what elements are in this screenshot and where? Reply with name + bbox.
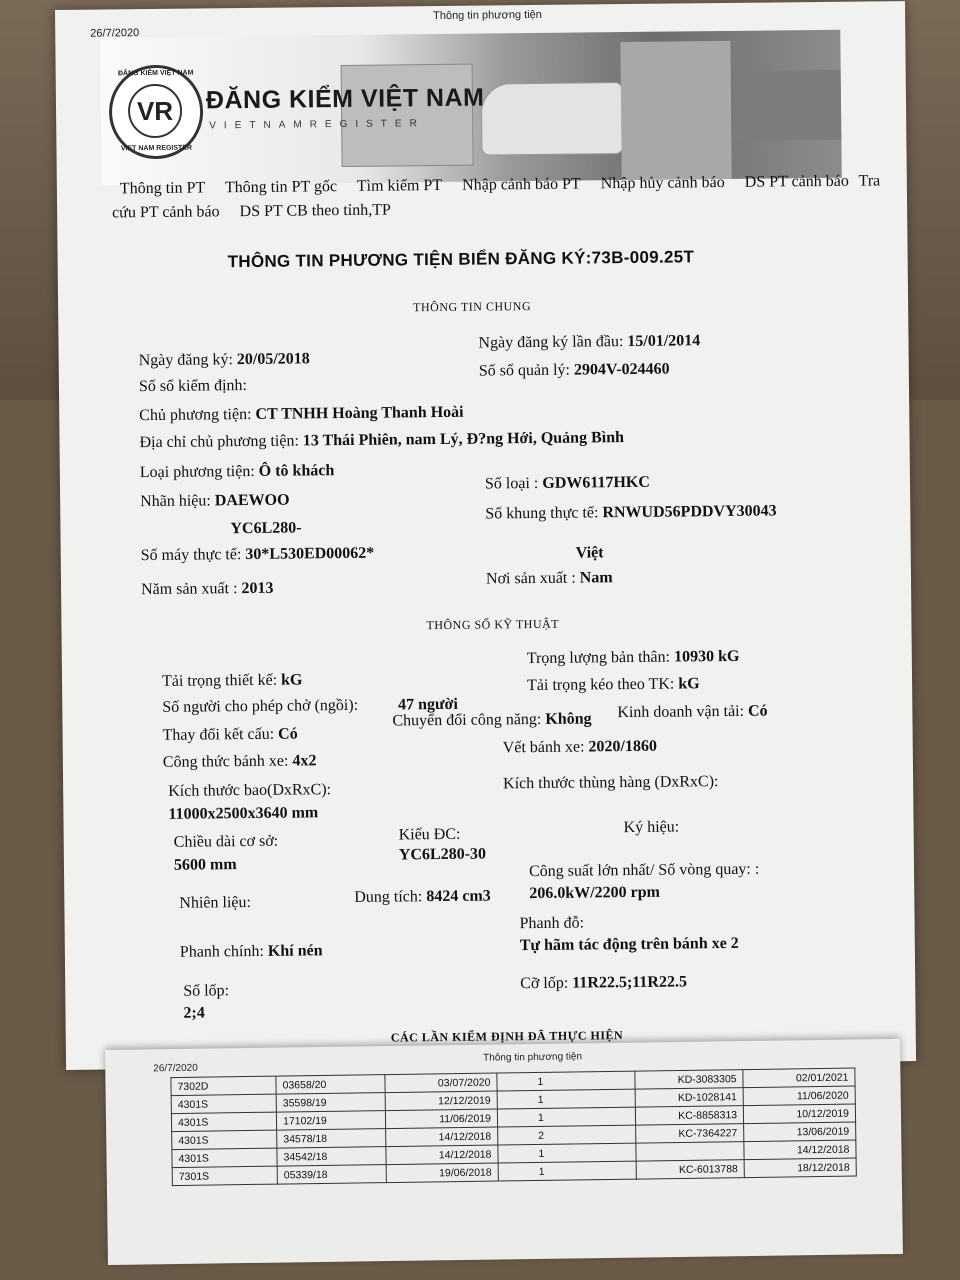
section-history-heading: CÁC LẦN KIỂM ĐỊNH ĐÃ THỰC HIỆN: [390, 1028, 624, 1045]
field-inspection-book: Số sổ kiểm định:: [138, 377, 248, 396]
section-tech-heading: THÔNG SỐ KỸ THUẬT: [426, 616, 560, 633]
nav-item-ds-pt-cb-tinh[interactable]: DS PT CB theo tỉnh,TP: [239, 201, 391, 221]
table-cell: 03/07/2020: [385, 1073, 497, 1093]
field-tow-load: Tải trọng kéo theo TK: kG: [527, 675, 700, 695]
field-track: Vết bánh xe: 2020/1860: [502, 737, 658, 757]
table-cell: 12/12/2019: [385, 1091, 497, 1111]
train-image-icon: [481, 82, 624, 155]
table-cell: 1: [498, 1143, 636, 1163]
field-origin: Nơi sản xuất : Nam: [485, 569, 613, 588]
field-parking-brake-label: Phanh đỗ:: [519, 914, 585, 933]
table-cell: KC-8858313: [635, 1106, 743, 1126]
brand-subtitle: VIETNAMREGISTER: [209, 118, 425, 132]
field-wheel-formula: Công thức bánh xe: 4x2: [162, 752, 317, 771]
field-engine: Số máy thực tế: 30*L530ED00062*: [140, 544, 375, 565]
field-tires-label: Số lốp:: [183, 982, 230, 1000]
table-cell: 34542/18: [277, 1147, 386, 1167]
document-page-2: [105, 1039, 903, 1265]
field-engine-type: YC6L280-30: [398, 845, 487, 864]
nav-item-ds-pt-canh-bao[interactable]: DS PT cảnh báo: [744, 172, 849, 191]
section-general-heading: THÔNG TIN CHUNG: [413, 299, 532, 315]
table-cell: 05339/18: [277, 1165, 386, 1185]
field-design-load: Tải trọng thiết kế: kG: [161, 671, 303, 690]
field-brand: Nhãn hiệu: DAEWOO: [140, 491, 290, 511]
table-cell: KC-7364227: [636, 1124, 744, 1144]
table-cell: 11/06/2020: [743, 1086, 855, 1106]
nav-item-tra-cuu-pt-canh-bao[interactable]: Tra cứu PT cảnh báo: [112, 172, 881, 222]
table-cell: 1: [497, 1089, 635, 1109]
nav-item-nhap-huy-canh-bao[interactable]: Nhập hủy cảnh báo: [600, 173, 725, 193]
field-mgmt-book: Số sổ quản lý: 2904V-024460: [478, 360, 670, 380]
field-model: Số loại : GDW6117HKC: [484, 473, 650, 493]
table-cell: 34578/18: [277, 1129, 386, 1149]
field-fuel: Nhiên liệu:: [179, 893, 251, 912]
table-cell: 4301S: [171, 1094, 276, 1113]
table-cell: 4301S: [172, 1130, 277, 1149]
bus-image-icon: [341, 64, 474, 167]
table-cell: 2: [498, 1125, 636, 1145]
table-cell: 17102/19: [276, 1111, 385, 1131]
table-cell: 7302D: [171, 1076, 276, 1095]
print-page-title: Thông tin phương tiện: [433, 8, 542, 23]
field-tire-size: Cỡ lốp: 11R22.5;11R22.5: [520, 973, 688, 993]
field-vehicle-type: Loại phương tiện: Ô tô khách: [139, 462, 335, 482]
table-cell: 4301S: [172, 1148, 277, 1167]
table-cell: 1: [497, 1107, 635, 1127]
table-cell: 7301S: [172, 1166, 277, 1185]
field-chassis: Số khung thực tế: RNWUD56PDDVY30043: [485, 502, 777, 523]
table-cell: 4301S: [171, 1112, 276, 1131]
table-cell: 02/01/2021: [743, 1068, 855, 1088]
document-page-1: [55, 1, 916, 1070]
print-date: 26/7/2020: [90, 27, 140, 40]
field-cargo-dim: Kích thước thùng hàng (DxRxC):: [503, 773, 719, 793]
field-wheelbase-label: Chiều dài cơ sở:: [173, 832, 279, 851]
field-seats: Số người cho phép chở (ngồi): 47 người: [162, 695, 458, 716]
field-parking-brake: Tự hãm tác động trên bánh xe 2: [519, 934, 739, 955]
field-engine-line1: YC6L280-: [230, 519, 302, 538]
field-transport-business: Kinh doanh vận tải: Có: [617, 702, 768, 722]
field-function-change: Chuyển đổi công năng: Không: [392, 710, 592, 730]
field-first-reg: Ngày đăng ký lần đầu: 15/01/2014: [478, 332, 701, 352]
table-cell: [636, 1142, 744, 1162]
vr-logo-icon: ĐĂNG KIỂM VIỆT NAM VR VIET NAM REGISTER: [109, 64, 204, 159]
field-dimensions-label: Kích thước bao(DxRxC):: [168, 781, 332, 800]
inspectors-image-icon: [620, 41, 731, 180]
table-cell: KD-3083305: [635, 1070, 743, 1090]
field-origin-line1: Việt: [575, 544, 604, 562]
field-owner: Chủ phương tiện: CT TNHH Hoàng Thanh Hoài: [139, 403, 464, 425]
nav-item-nhap-canh-bao[interactable]: Nhập cảnh báo PT: [462, 175, 581, 194]
page-title: THÔNG TIN PHƯƠNG TIỆN BIỂN ĐĂNG KÝ:73B-009.25T: [227, 247, 695, 272]
table-cell: KD-1028141: [635, 1088, 743, 1108]
table-cell: 03658/20: [276, 1075, 385, 1095]
header-banner: [100, 30, 842, 186]
field-symbol: Ký hiệu:: [623, 818, 680, 837]
table-cell: 14/12/2018: [386, 1145, 498, 1165]
field-power: 206.0kW/2200 rpm: [529, 883, 661, 903]
table-cell: 19/06/2018: [386, 1163, 498, 1183]
table-cell: KC-6013788: [636, 1160, 744, 1180]
field-dimensions: 11000x2500x3640 mm: [168, 804, 319, 823]
table-cell: 14/12/2018: [744, 1140, 856, 1160]
brand-name: ĐĂNG KIỂM VIỆT NAM: [205, 83, 485, 115]
nav-item-tim-kiem-pt[interactable]: Tìm kiếm PT: [356, 176, 443, 195]
page2-print-date: 26/7/2020: [153, 1062, 198, 1075]
field-displacement: Dung tích: 8424 cm3: [354, 887, 491, 906]
field-address: Địa chỉ chủ phương tiện: 13 Thái Phiên, nam Lý, Đ?ng Hới, Quảng Bình: [139, 429, 625, 452]
nav-item-thong-tin-pt[interactable]: Thông tin PT: [119, 179, 206, 198]
field-year: Năm sản xuất : 2013: [140, 579, 274, 599]
table-cell: 18/12/2018: [744, 1158, 856, 1178]
field-main-brake: Phanh chính: Khí nén: [179, 942, 323, 961]
ship-image-icon: [736, 70, 842, 141]
table-cell: 1: [497, 1071, 635, 1091]
inspection-history-table: [170, 1068, 856, 1187]
nav-menu: [112, 169, 892, 225]
field-structure-change: Thay đổi kết cấu: Có: [162, 725, 298, 744]
table-cell: 13/06/2019: [744, 1122, 856, 1142]
table-cell: 10/12/2019: [743, 1104, 855, 1124]
field-wheelbase: 5600 mm: [173, 856, 237, 874]
page2-print-title: Thông tin phương tiện: [483, 1051, 583, 1064]
table-cell: 14/12/2018: [386, 1127, 498, 1147]
field-reg-date: Ngày đăng ký: 20/05/2018: [138, 350, 310, 370]
nav-item-thong-tin-pt-goc[interactable]: Thông tin PT gốc: [224, 178, 338, 197]
field-tires: 2;4: [183, 1004, 205, 1022]
field-power-label: Công suất lớn nhất/ Số vòng quay: :: [528, 860, 760, 881]
table-cell: 11/06/2019: [385, 1109, 497, 1129]
field-engine-type-label: Kiểu ĐC:: [398, 825, 461, 844]
table-cell: 35598/19: [276, 1093, 385, 1113]
table-cell: 1: [498, 1161, 636, 1181]
field-curb-weight: Trọng lượng bản thân: 10930 kG: [526, 647, 740, 668]
